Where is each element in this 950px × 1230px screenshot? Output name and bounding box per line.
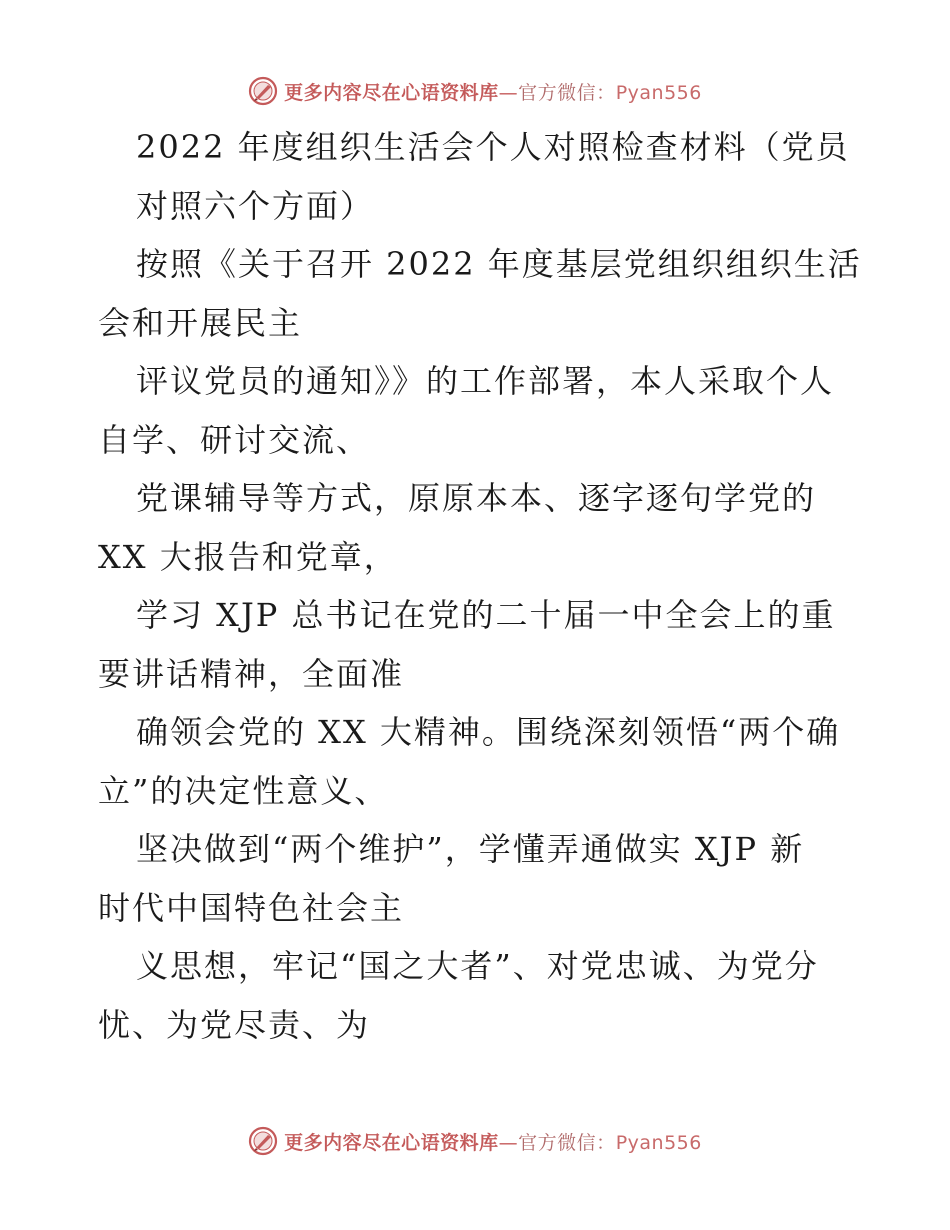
watermark-brand: 更多内容尽在心语资料库 xyxy=(284,1131,499,1154)
paragraph-line: 党课辅导等方式，原原本本、逐字逐句学党的 xyxy=(136,479,817,517)
paragraph-line: 确领会党的 XX 大精神。围绕深刻领悟“两个确 xyxy=(136,713,841,751)
header-watermark xyxy=(0,74,950,108)
watermark-dash: — xyxy=(498,81,519,104)
watermark-text xyxy=(284,78,702,105)
document-title-line-2: 对照六个方面） xyxy=(136,186,375,225)
document-title-line-1: 2022 年度组织生活会个人对照检查材料（党员 xyxy=(136,128,850,166)
paragraph-line: 立”的决定性意义、 xyxy=(98,771,389,810)
watermark-brand: 更多内容尽在心语资料库 xyxy=(284,81,499,104)
paragraph-line: 要讲话精神，全面准 xyxy=(98,654,405,693)
quill-pen-logo-icon xyxy=(248,76,278,106)
paragraph-line: 会和开展民主 xyxy=(98,303,303,342)
footer-watermark xyxy=(0,1124,950,1158)
paragraph-line: 评议党员的通知》》的工作部署，本人采取个人 xyxy=(136,362,835,400)
paragraph-line: 义思想，牢记“国之大者”、对党忠诚、为党分 xyxy=(136,947,819,985)
paragraph-line: 自学、研讨交流、 xyxy=(98,420,371,459)
paragraph-line: XX 大报告和党章， xyxy=(98,537,398,576)
paragraph-line: 按照《关于召开 2022 年度基层党组织组织生活 xyxy=(136,245,862,283)
watermark-wechat-label: 官方微信： xyxy=(518,1131,616,1154)
watermark-text xyxy=(284,1128,702,1155)
watermark-wechat-id: Pyan556 xyxy=(615,1131,702,1154)
watermark-dash: — xyxy=(498,1131,519,1154)
paragraph-line: 学习 XJP 总书记在党的二十届一中全会上的重 xyxy=(136,596,836,634)
watermark-wechat-label: 官方微信： xyxy=(518,81,616,104)
watermark-wechat-id: Pyan556 xyxy=(615,81,702,104)
quill-pen-logo-icon xyxy=(248,1126,278,1156)
paragraph-line: 时代中国特色社会主 xyxy=(98,888,405,927)
paragraph-line: 坚决做到“两个维护”，学懂弄通做实 XJP 新 xyxy=(136,830,805,868)
document-body xyxy=(98,118,862,1054)
paragraph-line: 忧、为党尽责、为 xyxy=(98,1005,371,1044)
